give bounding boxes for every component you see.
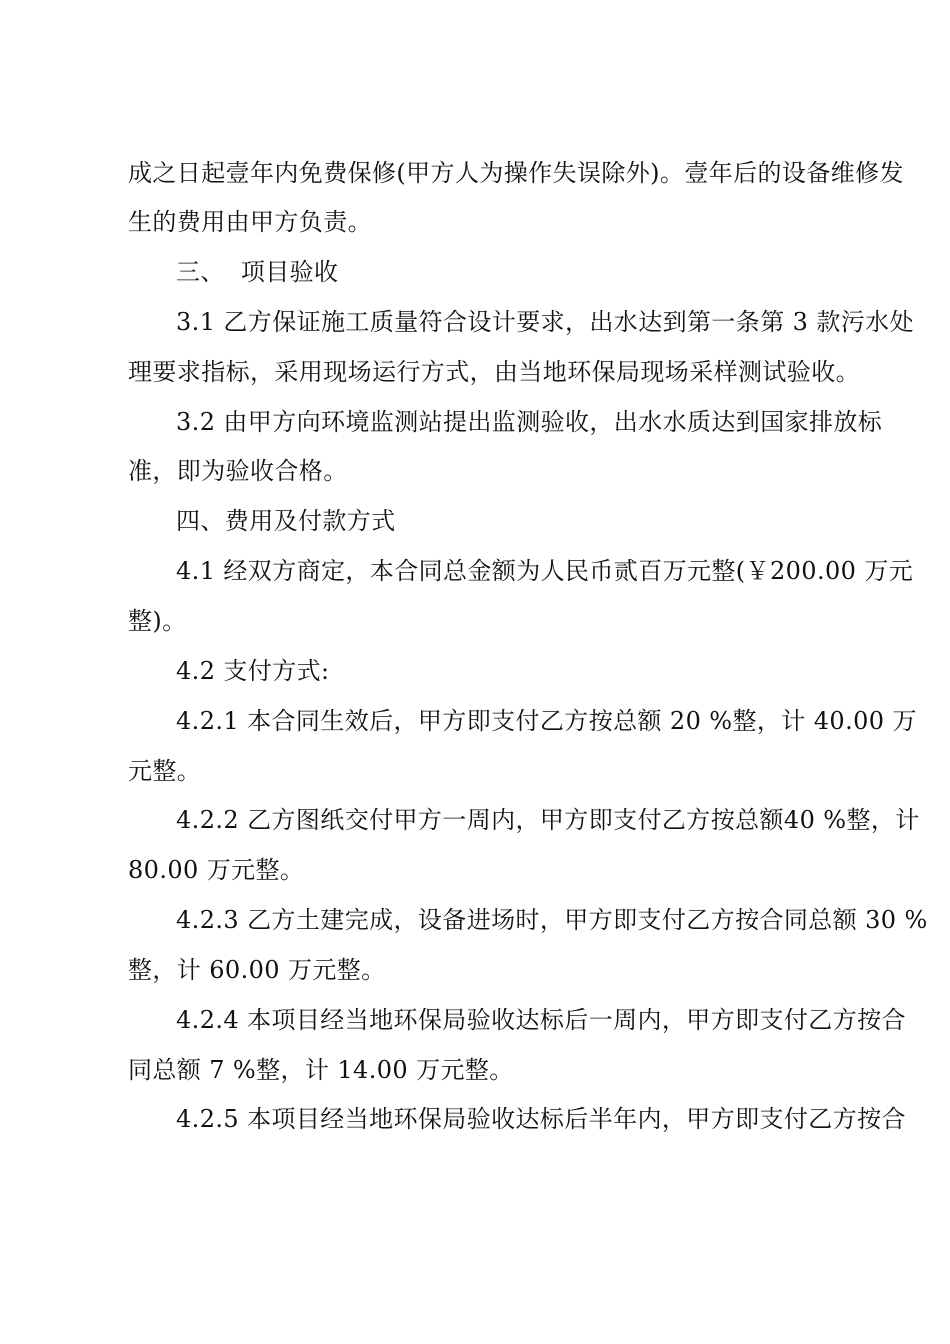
section-heading: 四、费用及付款方式 [176,507,396,535]
text-line: 4.1 经双方商定，本合同总金额为人民币贰百万元整(￥200.00 万元 [176,557,914,585]
text-line: 80.00 万元整。 [128,856,305,884]
text-line: 元整。 [128,757,202,785]
text-line: 理要求指标，采用现场运行方式，由当地环保局现场采样测试验收。 [128,358,860,386]
text-line: 生的费用由甲方负责。 [128,208,372,236]
text-line: 4.2.3 乙方土建完成，设备进场时，甲方即支付乙方按合同总额 30 % [176,906,928,934]
text-line: 整)。 [128,607,187,635]
text-line: 整，计 60.00 万元整。 [128,956,386,984]
text-line: 3.2 由甲方向环境监测站提出监测验收，出水水质达到国家排放标 [176,408,883,436]
text-line: 4.2.2 乙方图纸交付甲方一周内，甲方即支付乙方按总额40 %整，计 [176,806,920,834]
section-heading: 三、 项目验收 [176,258,339,286]
text-line: 4.2 支付方式: [176,657,330,685]
text-line: 3.1 乙方保证施工质量符合设计要求，出水达到第一条第 3 款污水处 [176,308,914,336]
text-line: 4.2.5 本项目经当地环保局验收达标后半年内，甲方即支付乙方按合 [176,1105,906,1133]
text-line: 4.2.1 本合同生效后，甲方即支付乙方按总额 20 %整，计 40.00 万 [176,707,917,735]
text-line: 4.2.4 本项目经当地环保局验收达标后一周内，甲方即支付乙方按合 [176,1006,906,1034]
text-line: 准，即为验收合格。 [128,457,348,485]
text-line: 同总额 7 %整，计 14.00 万元整。 [128,1056,514,1084]
text-line: 成之日起壹年内免费保修(甲方人为操作失误除外)。壹年后的设备维修发 [128,159,904,187]
